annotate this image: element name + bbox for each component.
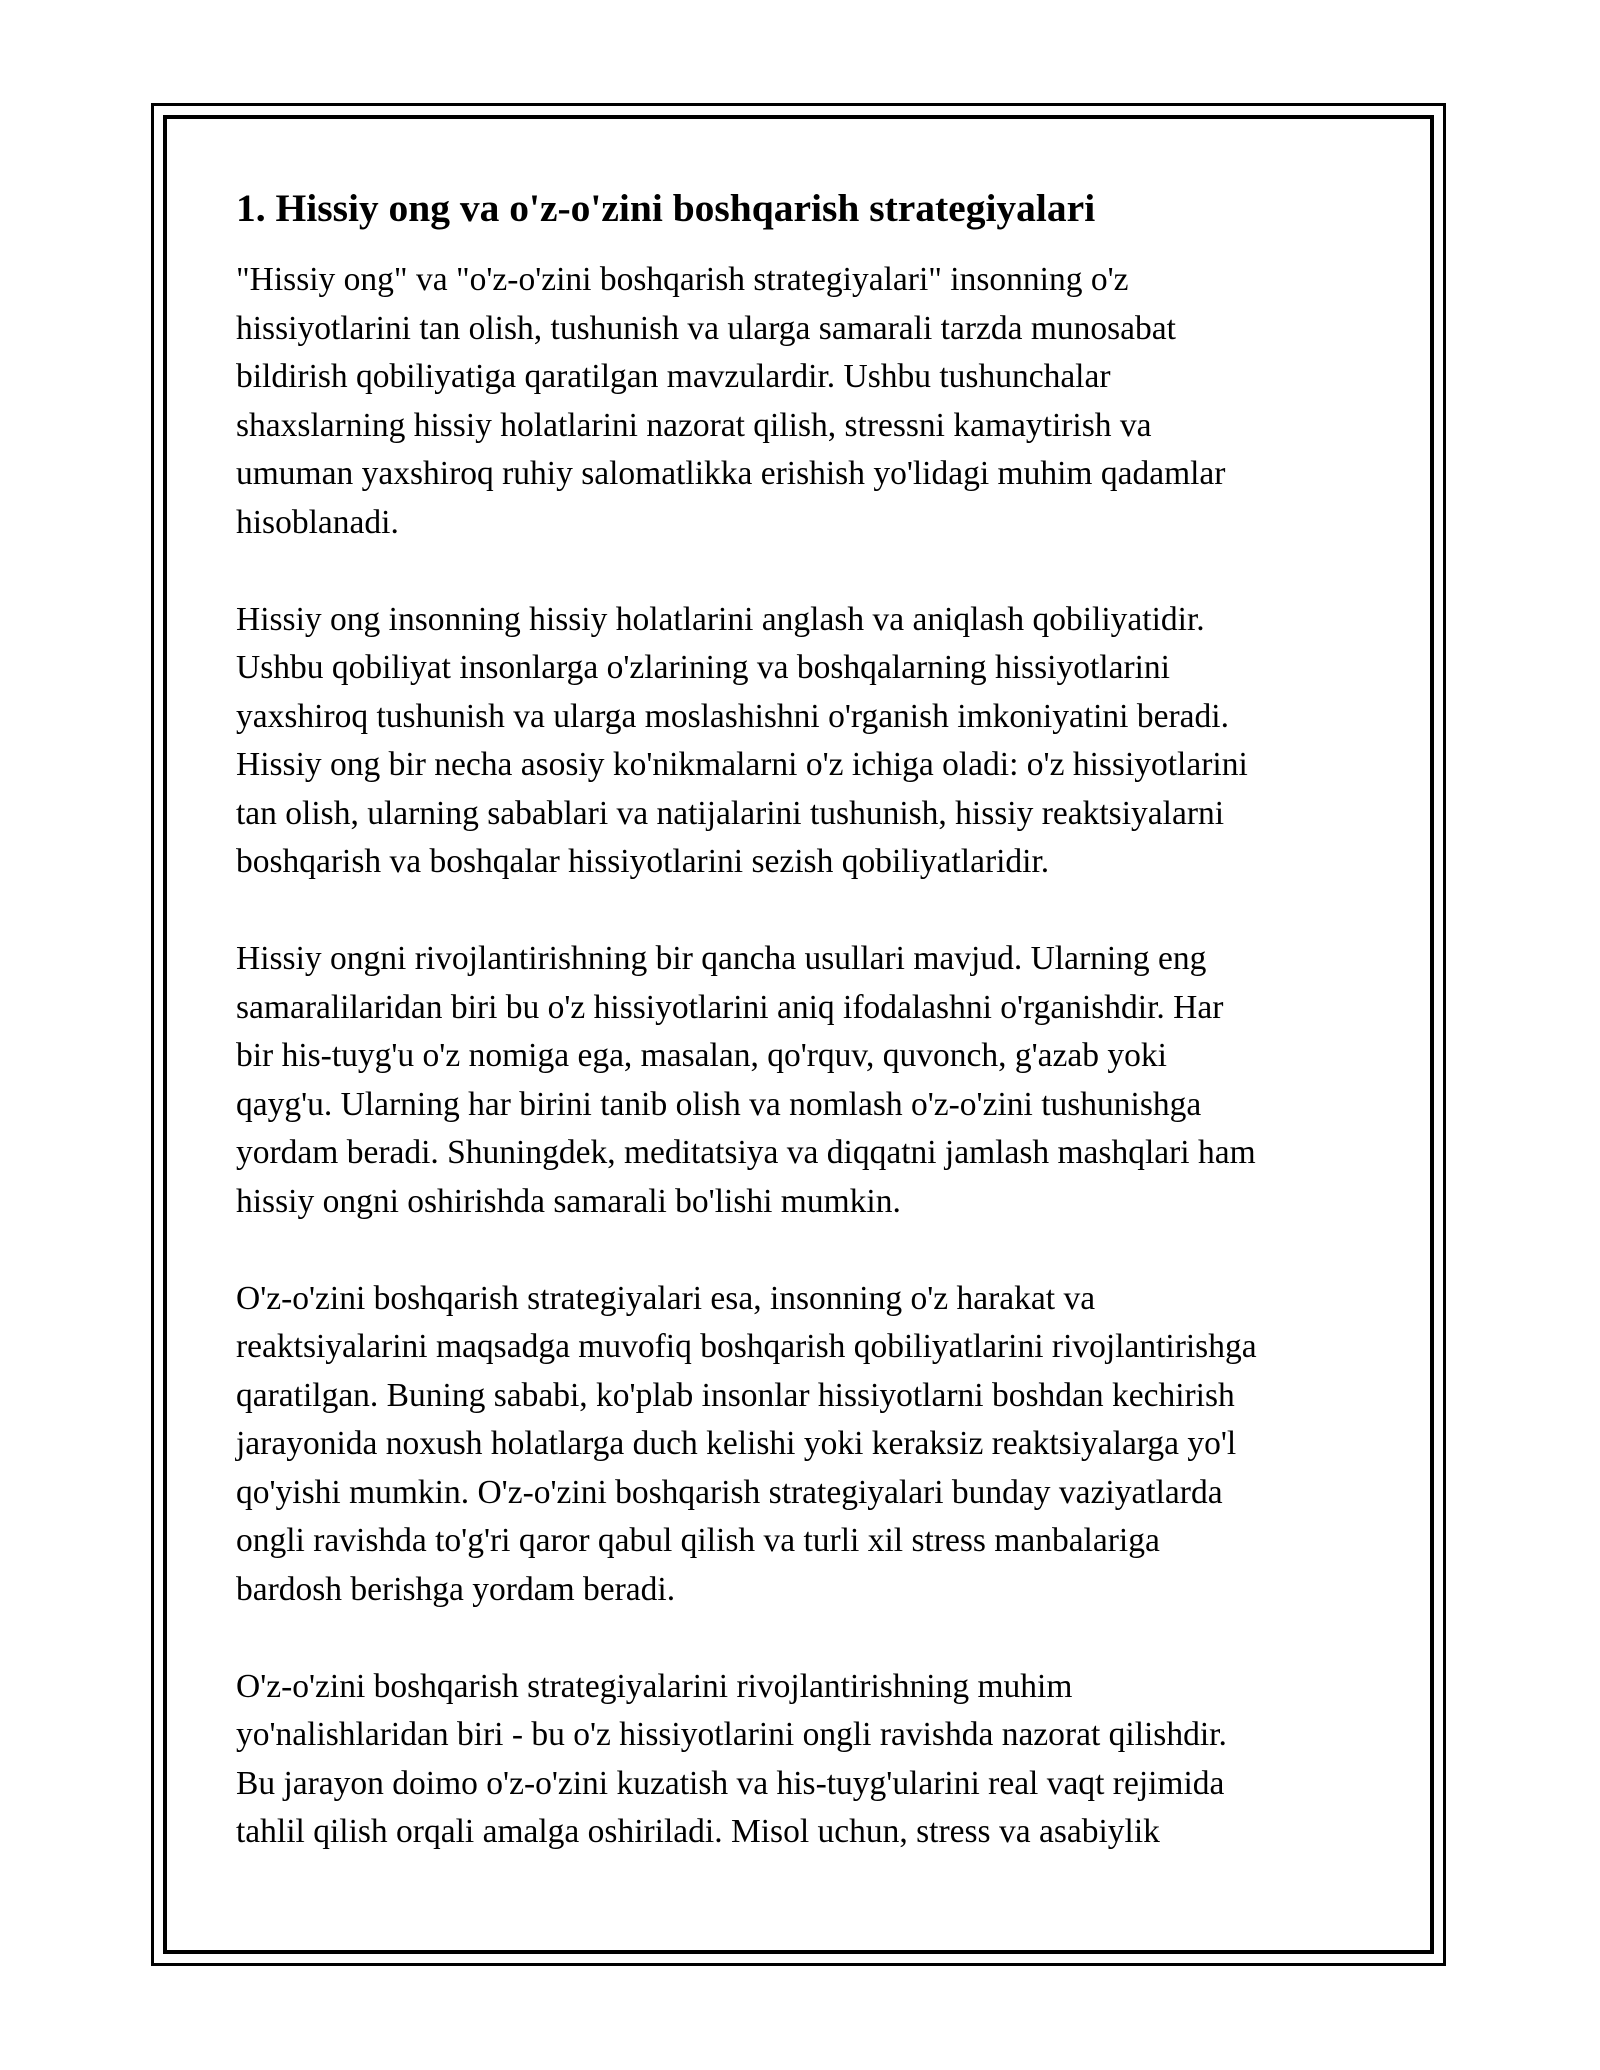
text-line: reaktsiyalarini maqsadga muvofiq boshqarish qobiliyatlarini rivojlantirishga (236, 1328, 1257, 1365)
paragraph (236, 935, 1366, 1226)
section-heading: 1. Hissiy ong va o'z-o'zini boshqarish strategiyalari (236, 186, 1096, 230)
text-line: O'z-o'zini boshqarish strategiyalari esa, insonning o'z harakat va (236, 1279, 1096, 1317)
text-line: hissiyotlarini tan olish, tushunish va ularga samarali tarzda munosabat (236, 309, 1176, 347)
text-line: ongli ravishda to'g'ri qaror qabul qilish va turli xil stress manbalariga (236, 1522, 1160, 1559)
text-line: yaxshiroq tushunish va ularga moslashishni o'rganish imkoniyatini beradi. (236, 697, 1229, 735)
paragraph (236, 1663, 1366, 1857)
text-line: Hissiy ong insonning hissiy holatlarini anglash va aniqlash qobiliyatidir. (236, 600, 1205, 638)
paragraph (236, 256, 1366, 547)
document-body (236, 184, 1366, 1905)
text-line: jarayonida noxush holatlarga duch kelishi yoki keraksiz reaktsiyalarga yo'l (236, 1425, 1237, 1462)
text-line: Bu jarayon doimo o'z-o'zini kuzatish va his-tuyg'ularini real vaqt rejimida (236, 1764, 1225, 1802)
text-line: shaxslarning hissiy holatlarini nazorat qilish, stressni kamaytirish va (236, 406, 1152, 444)
text-line: umuman yaxshiroq ruhiy salomatlikka erishish yo'lidagi muhim qadamlar (236, 455, 1226, 492)
text-line: tahlil qilish orqali amalga oshiriladi. Misol uchun, stress va asabiylik (236, 1813, 1160, 1850)
text-line: bildirish qobiliyatiga qaratilgan mavzulardir. Ushbu tushunchalar (236, 358, 1111, 395)
text-line: qayg'u. Ularning har birini tanib olish va nomlash o'z-o'zini tushunishga (236, 1085, 1202, 1123)
text-line: yo'nalishlaridan biri - bu o'z hissiyotlarini ongli ravishda nazorat qilishdir. (236, 1716, 1227, 1753)
text-line: yordam beradi. Shuningdek, meditatsiya va diqqatni jamlash mashqlari ham (236, 1134, 1256, 1171)
text-line: boshqarish va boshqalar hissiyotlarini sezish qobiliyatlaridir. (236, 843, 1050, 880)
paragraph (236, 1275, 1366, 1615)
text-line: tan olish, ularning sabablari va natijalarini tushunish, hissiy reaktsiyalarni (236, 794, 1225, 832)
text-line: hisoblanadi. (236, 503, 399, 541)
paragraph (236, 596, 1366, 887)
text-line: Hissiy ongni rivojlantirishning bir qancha usullari mavjud. Ularning eng (236, 940, 1207, 977)
text-line: O'z-o'zini boshqarish strategiyalarini rivojlantirishning muhim (236, 1667, 1073, 1705)
text-line: samaralilaridan biri bu o'z hissiyotlarini aniq ifodalashni o'rganishdir. Har (236, 988, 1224, 1026)
text-line: qo'yishi mumkin. O'z-o'zini boshqarish strategiyalari bunday vaziyatlarda (236, 1473, 1223, 1511)
text-line: Hissiy ong bir necha asosiy ko'nikmalarni o'z ichiga oladi: o'z hissiyotlarini (236, 746, 1248, 783)
text-line: bardosh berishga yordam beradi. (236, 1570, 676, 1608)
text-line: Ushbu qobiliyat insonlarga o'zlarining va boshqalarning hissiyotlarini (236, 649, 1170, 686)
text-line: qaratilgan. Buning sababi, ko'plab insonlar hissiyotlarni boshdan kechirish (236, 1376, 1235, 1414)
text-line: bir his-tuyg'u o'z nomiga ega, masalan, qo'rquv, quvonch, g'azab yoki (236, 1037, 1167, 1074)
text-line: "Hissiy ong" va "o'z-o'zini boshqarish strategiyalari" insonning o'z (236, 261, 1129, 298)
paragraphs-container (236, 256, 1366, 1857)
text-line: hissiy ongni oshirishda samarali bo'lishi mumkin. (236, 1182, 901, 1220)
